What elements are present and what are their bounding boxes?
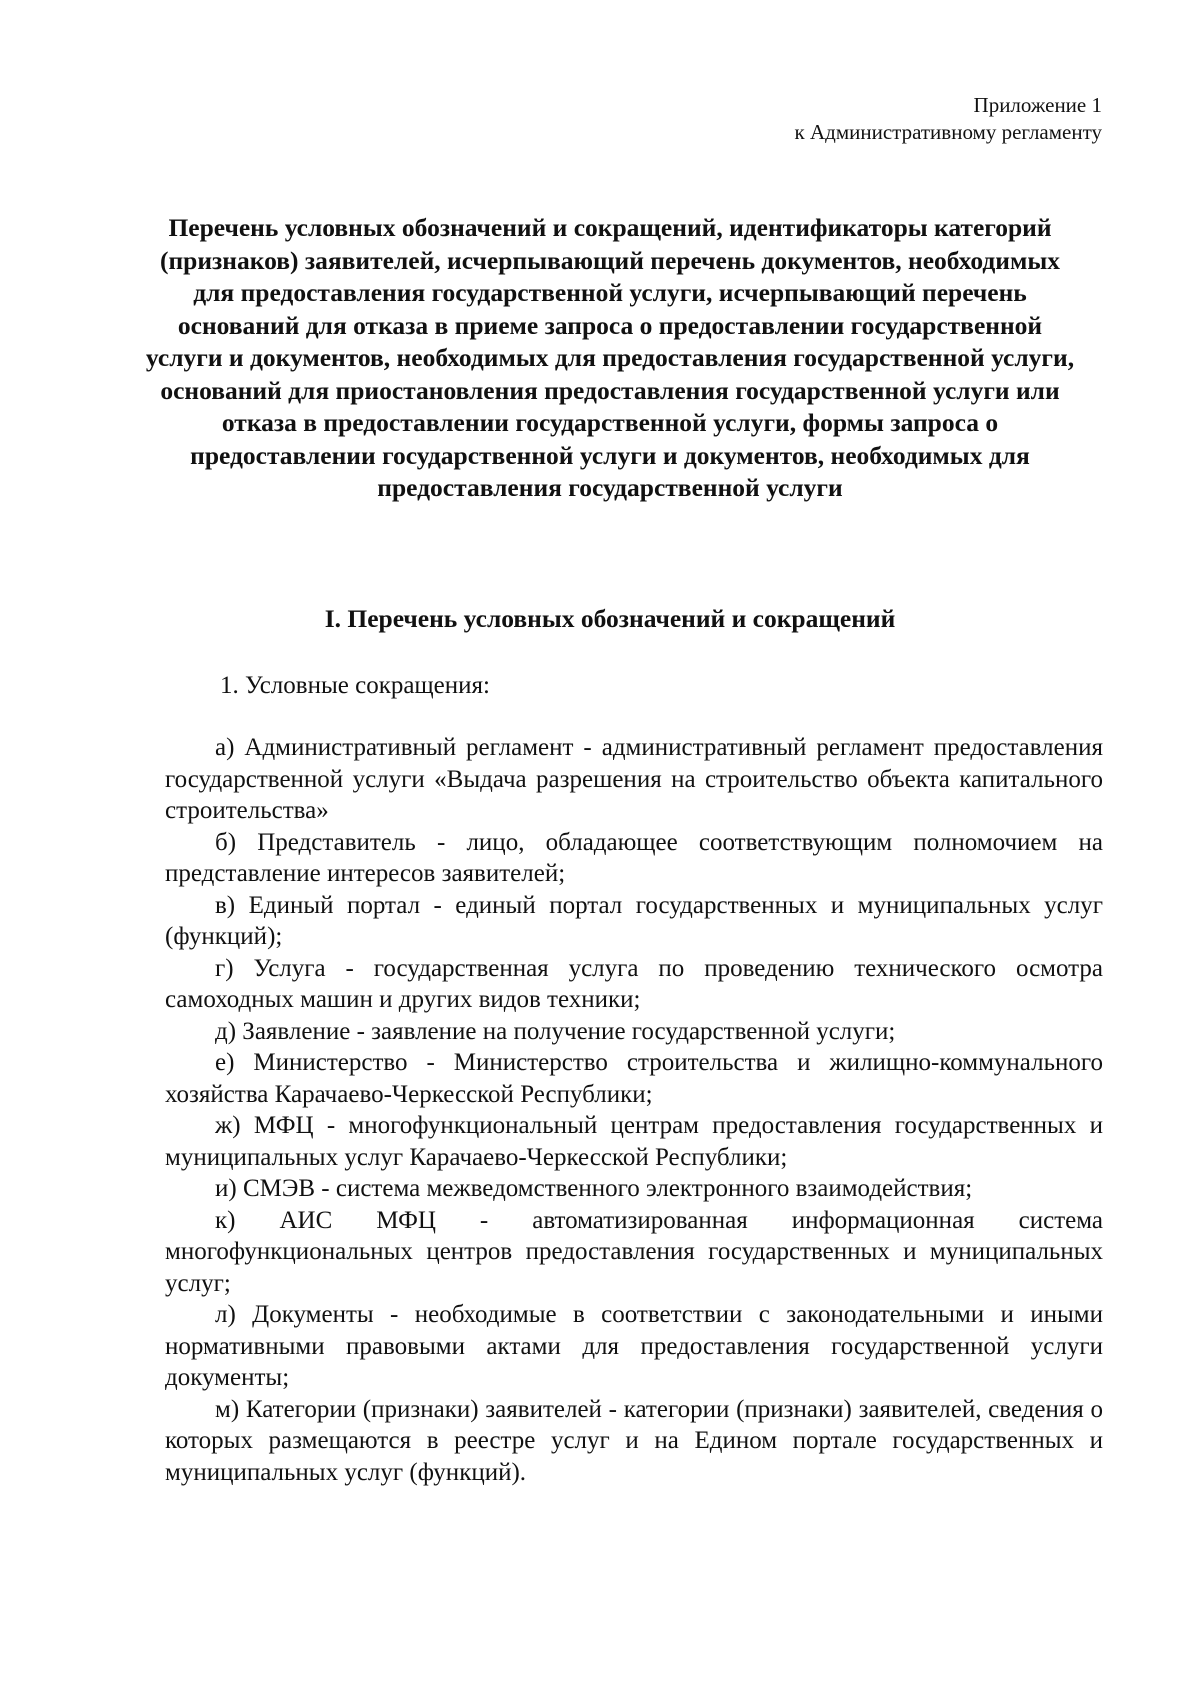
definition-a: а) Административный регламент - административный регламент предоставления государственной услуги «Выдача разрешения на строительство объекта капитального строительства»	[165, 734, 1103, 824]
annex-regulation-ref: к Административному регламенту	[794, 120, 1102, 144]
definitions-list	[165, 732, 1103, 1488]
annex-reference	[795, 92, 1102, 146]
document-title: Перечень условных обозначений и сокращений, идентификаторы категорий (признаков) заявителей, исчерпывающий перечень документов, необходимых для предоставления государственной услуги, исчерпывающий перечень оснований для отказа в приеме запроса о предоставлении государственной услуги и документов, необходимых для предоставления государственной услуги, оснований для приостановления предоставления государственной услуги или отказа в предоставлении государственной услуги, формы запроса о предоставлении государственной услуги и документов, необходимых для предоставления государственной услуги	[145, 213, 1075, 502]
definition-l: л) Документы - необходимые в соответствии с законодательными и иными нормативными правовыми актами для предоставления государственной услуги документы;	[165, 1301, 1103, 1391]
definition-d: д) Заявление - заявление на получение государственной услуги;	[215, 1017, 896, 1045]
definition-v: в) Единый портал - единый портал государственных и муниципальных услуг (функций);	[165, 891, 1103, 950]
definition-b: б) Представитель - лицо, обладающее соответствующим полномочием на представление интересов заявителей;	[165, 828, 1103, 887]
annex-number: Приложение 1	[973, 93, 1102, 117]
definition-zh: ж) МФЦ - многофункциональный центрам предоставления государственных и муниципальных услуг Карачаево-Черкесской Республики;	[165, 1112, 1103, 1171]
definition-k: к) АИС МФЦ - автоматизированная информационная система многофункциональных центров предоставления государственных и муниципальных услуг;	[165, 1206, 1103, 1297]
definition-m: м) Категории (признаки) заявителей - категории (признаки) заявителей, сведения о которых размещаются в реестре услуг и на Едином портале государственных и муниципальных услуг (функций).	[165, 1395, 1103, 1486]
section-title: I. Перечень условных обозначений и сокращений	[324, 604, 896, 633]
definition-i: и) СМЭВ - система межведомственного электронного взаимодействия;	[215, 1175, 973, 1202]
definition-g: г) Услуга - государственная услуга по проведению технического осмотра самоходных машин и других видов техники;	[165, 954, 1103, 1013]
definition-e: е) Министерство - Министерство строительства и жилищно-коммунального хозяйства Карачаево-Черкесской Республики;	[165, 1049, 1103, 1108]
item-heading: 1. Условные сокращения:	[220, 672, 490, 699]
